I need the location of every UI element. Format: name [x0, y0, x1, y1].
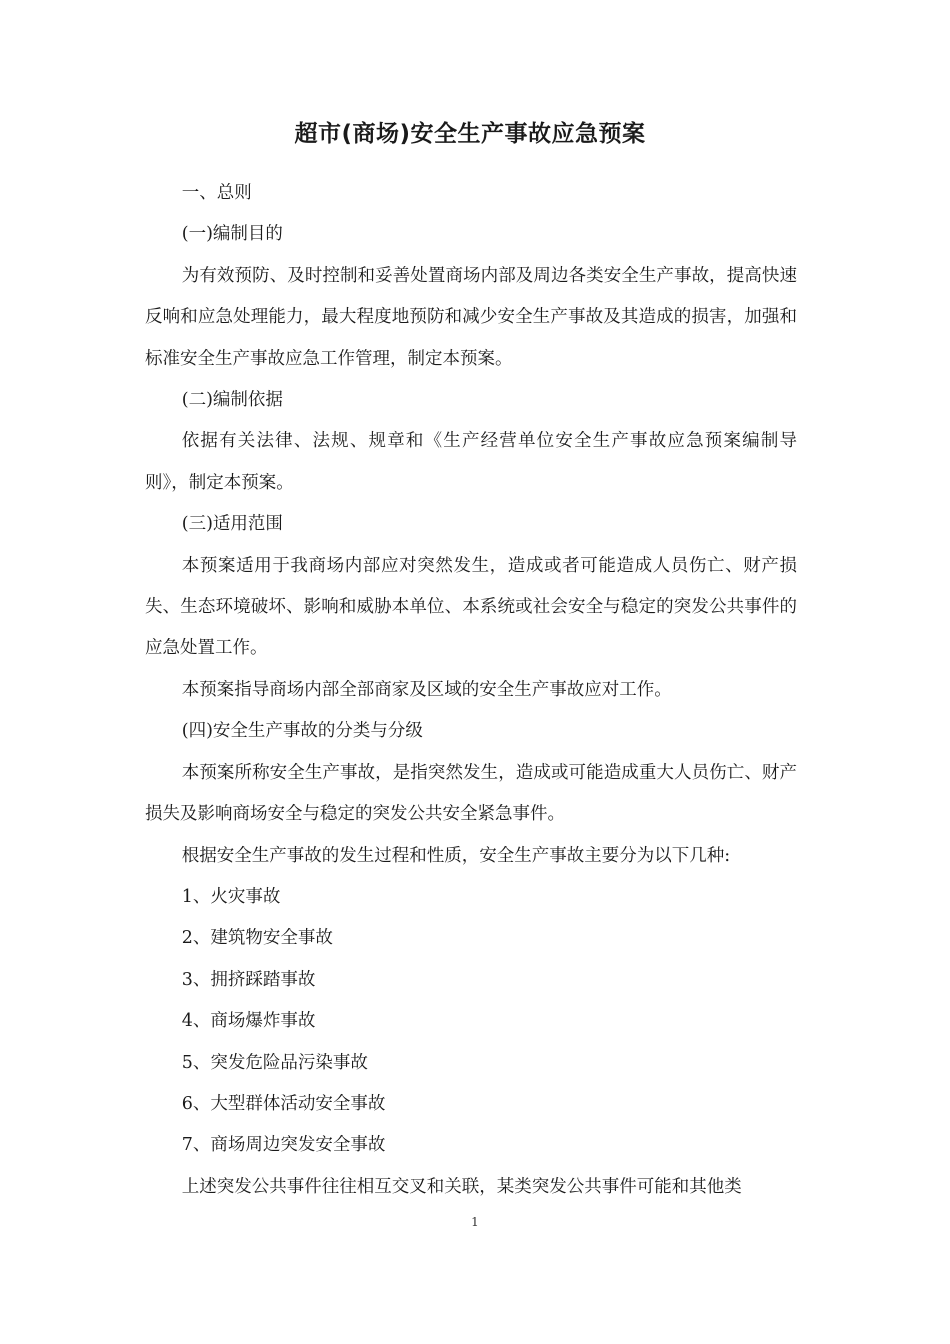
- list-item: 6、大型群体活动安全事故: [181, 1093, 386, 1114]
- page-number: 1: [471, 1215, 479, 1229]
- subsection-heading-basis: (二)编制依据: [181, 390, 283, 411]
- paragraph-categories-intro: 根据安全生产事故的发生过程和性质，安全生产事故主要分为以下几种:: [181, 845, 731, 866]
- subsection-heading-classification: (四)安全生产事故的分类与分级: [181, 721, 423, 742]
- list-item: 3、拥挤踩踏事故: [181, 969, 316, 990]
- paragraph-scope-guidance: 本预案指导商场内部全部商家及区域的安全生产事故应对工作。: [181, 679, 672, 700]
- list-item: 2、建筑物安全事故: [181, 928, 333, 949]
- list-item: 7、商场周边突发安全事故: [181, 1135, 386, 1156]
- list-item: 1、火灾事故: [181, 886, 281, 907]
- paragraph-purpose: 为有效预防、及时控制和妥善处置商场内部及周边各类安全生产事故，提高快速反响和应急处理能力，最大程度地预防和减少安全生产事故及其造成的损害，加强和标准安全生产事故应急工作管理，制定本预案。: [145, 265, 797, 369]
- section-heading-general: 一、总则: [181, 183, 252, 203]
- list-item: 4、商场爆炸事故: [181, 1011, 316, 1032]
- document-body: [145, 173, 797, 1208]
- paragraph-definition: 本预案所称安全生产事故，是指突然发生，造成或可能造成重大人员伤亡、财产损失及影响商场安全与稳定的突发公共安全紧急事件。: [145, 762, 797, 825]
- paragraph-scope: 本预案适用于我商场内部应对突然发生，造成或者可能造成人员伤亡、财产损失、生态环境破坏、影响和威胁本单位、本系统或社会安全与稳定的突发公共事件的应急处置工作。: [145, 555, 797, 659]
- subsection-heading-scope: (三)适用范围: [181, 514, 283, 535]
- list-item: 5、突发危险品污染事故: [181, 1052, 368, 1073]
- document-title: 超市(商场)安全生产事故应急预案: [294, 121, 646, 147]
- paragraph-basis: 依据有关法律、法规、规章和《生产经营单位安全生产事故应急预案编制导则》，制定本预案。: [145, 431, 797, 493]
- subsection-heading-purpose: (一)编制目的: [181, 224, 283, 245]
- paragraph-continuation: 上述突发公共事件往往相互交叉和关联，某类突发公共事件可能和其他类: [181, 1176, 742, 1197]
